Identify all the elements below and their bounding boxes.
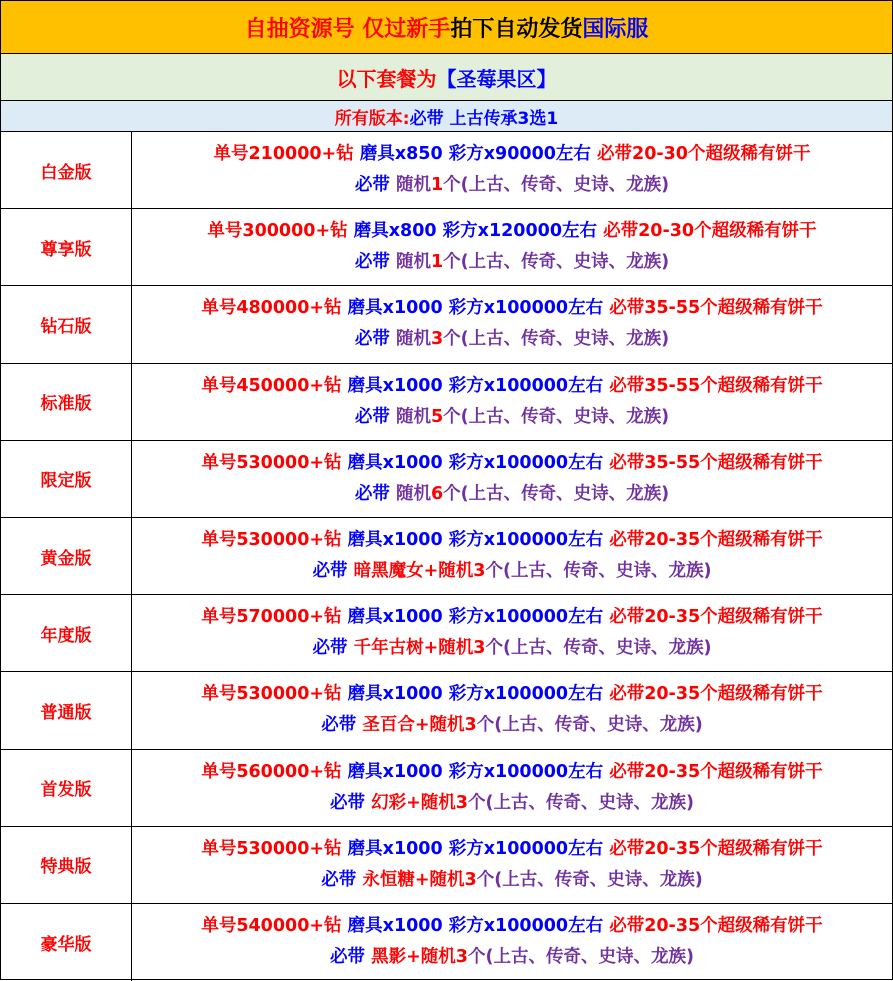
must-label: 必带 (354, 483, 390, 504)
package-detail (132, 364, 892, 440)
special-cookie: 永恒糖 (362, 869, 415, 890)
package-name: 豪华版 (1, 904, 132, 981)
account-diamonds: 单号210000+钻 (213, 144, 354, 165)
table-row (1, 518, 892, 595)
special-cookie: 千年古树 (353, 638, 424, 659)
package-name: 首发版 (1, 750, 132, 826)
package-detail (132, 827, 892, 903)
package-line-1 (214, 141, 811, 168)
package-line-2 (355, 481, 669, 508)
grinder-count: 磨具x1000 (347, 916, 443, 937)
package-line-1 (201, 295, 822, 322)
recipe-count: 彩方x120000左右 (442, 221, 598, 242)
random-label: +随机 (414, 869, 465, 890)
package-detail (132, 518, 892, 594)
package-detail (132, 672, 892, 748)
package-name: 尊享版 (1, 209, 132, 285)
must-label: 必带 (354, 329, 390, 350)
account-diamonds: 单号480000+钻 (201, 298, 342, 319)
table-row (1, 209, 892, 286)
recipe-count: 彩方x100000左右 (448, 916, 604, 937)
random-label: 随机 (395, 329, 431, 350)
title-part-2: 拍下自动发货 (450, 16, 583, 42)
random-count: 3 (455, 792, 468, 813)
table-row (1, 364, 892, 441)
random-count: 1 (430, 175, 444, 196)
must-label: 必带 (330, 947, 366, 968)
all-versions-banner (1, 101, 892, 132)
guarantee-cookies: 必带20-35个超级稀有饼干 (609, 916, 823, 937)
must-label: 必带 (312, 561, 348, 582)
guarantee-cookies: 必带35-55个超级稀有饼干 (609, 452, 823, 473)
grinder-count: 磨具x1000 (347, 452, 443, 473)
guarantee-cookies: 必带20-35个超级稀有饼干 (609, 530, 823, 551)
rarity-list: 个(上古、传奇、史诗、龙族) (467, 947, 694, 968)
table-row (1, 441, 892, 518)
account-diamonds: 单号530000+钻 (201, 684, 342, 705)
table-row (1, 595, 892, 672)
package-line-1 (201, 913, 822, 940)
package-line-2 (355, 404, 669, 431)
account-diamonds: 单号560000+钻 (201, 761, 342, 782)
grinder-count: 磨具x1000 (347, 761, 443, 782)
recipe-count: 彩方x100000左右 (448, 298, 604, 319)
rarity-list: 个(上古、传奇、史诗、龙族) (476, 869, 703, 890)
package-name: 钻石版 (1, 286, 132, 362)
recipe-count: 彩方x100000左右 (448, 452, 604, 473)
must-label: 必带 (354, 175, 390, 196)
recipe-count: 彩方x100000左右 (448, 838, 604, 859)
guarantee-cookies: 必带20-30个超级稀有饼干 (603, 221, 817, 242)
package-line-1 (201, 373, 822, 400)
package-name: 年度版 (1, 595, 132, 671)
package-line-2 (355, 172, 669, 199)
guarantee-cookies: 必带20-35个超级稀有饼干 (609, 761, 823, 782)
grinder-count: 磨具x1000 (347, 607, 443, 628)
must-label: 必带 (321, 869, 357, 890)
guarantee-cookies: 必带35-55个超级稀有饼干 (609, 298, 823, 319)
random-count: 3 (430, 329, 444, 350)
random-label: 随机 (395, 406, 431, 427)
package-line-1 (201, 681, 822, 708)
account-diamonds: 单号530000+钻 (201, 838, 342, 859)
account-diamonds: 单号530000+钻 (201, 530, 342, 551)
grinder-count: 磨具x1000 (347, 684, 443, 705)
package-line-2 (355, 326, 669, 353)
random-label: 随机 (395, 175, 431, 196)
all-versions-text: 必带 上古传承3选1 (409, 108, 559, 129)
package-line-2 (330, 944, 694, 971)
recipe-count: 彩方x100000左右 (448, 684, 604, 705)
random-count: 3 (473, 561, 486, 582)
grinder-count: 磨具x1000 (347, 838, 443, 859)
random-label: +随机 (406, 792, 456, 813)
package-detail (132, 750, 892, 826)
random-count: 3 (455, 947, 468, 968)
must-label: 必带 (354, 406, 390, 427)
package-line-1 (201, 759, 822, 786)
recipe-count: 彩方x90000左右 (448, 144, 591, 165)
random-count: 1 (430, 252, 444, 273)
package-line-2 (321, 712, 702, 739)
must-label: 必带 (354, 252, 390, 273)
special-cookie: 幻彩 (371, 792, 407, 813)
package-name: 标准版 (1, 364, 132, 440)
table-row (1, 286, 892, 363)
guarantee-cookies: 必带35-55个超级稀有饼干 (609, 375, 823, 396)
special-cookie: 暗黑魔女 (353, 561, 424, 582)
package-line-2 (313, 635, 712, 662)
recipe-count: 彩方x100000左右 (448, 375, 604, 396)
special-cookie: 圣百合 (362, 715, 415, 736)
account-diamonds: 单号530000+钻 (201, 452, 342, 473)
random-label: +随机 (406, 947, 456, 968)
must-label: 必带 (312, 638, 348, 659)
random-label: +随机 (423, 638, 474, 659)
title-banner (1, 1, 892, 54)
random-label: 随机 (395, 252, 431, 273)
package-name: 特典版 (1, 827, 132, 903)
server-banner (1, 54, 892, 101)
package-line-1 (201, 450, 822, 477)
recipe-count: 彩方x100000左右 (448, 607, 604, 628)
special-cookie: 黑影 (371, 947, 407, 968)
random-count: 5 (430, 406, 444, 427)
account-diamonds: 单号540000+钻 (201, 916, 342, 937)
rarity-list: 个(上古、传奇、史诗、龙族) (443, 483, 670, 504)
package-line-2 (355, 249, 669, 276)
package-name: 黄金版 (1, 518, 132, 594)
package-table (1, 132, 892, 981)
rarity-list: 个(上古、传奇、史诗、龙族) (443, 252, 670, 273)
rarity-list: 个(上古、传奇、史诗、龙族) (467, 792, 694, 813)
table-row (1, 904, 892, 981)
grinder-count: 磨具x800 (353, 221, 437, 242)
package-detail (132, 904, 892, 981)
rarity-list: 个(上古、传奇、史诗、龙族) (485, 561, 712, 582)
account-diamonds: 单号300000+钻 (207, 221, 348, 242)
package-detail (132, 132, 892, 208)
guarantee-cookies: 必带20-35个超级稀有饼干 (609, 684, 823, 705)
rarity-list: 个(上古、传奇、史诗、龙族) (443, 175, 670, 196)
title-part-3: 国际服 (582, 16, 649, 42)
table-row (1, 827, 892, 904)
package-name: 限定版 (1, 441, 132, 517)
package-name: 白金版 (1, 132, 132, 208)
grinder-count: 磨具x1000 (347, 375, 443, 396)
package-detail (132, 286, 892, 362)
account-diamonds: 单号570000+钻 (201, 607, 342, 628)
rarity-list: 个(上古、传奇、史诗、龙族) (443, 406, 670, 427)
package-line-2 (321, 867, 702, 894)
guarantee-cookies: 必带20-35个超级稀有饼干 (609, 838, 823, 859)
table-row (1, 750, 892, 827)
package-line-1 (201, 604, 822, 631)
random-count: 6 (430, 483, 444, 504)
all-versions-label: 所有版本: (334, 108, 410, 129)
package-line-1 (207, 218, 816, 245)
must-label: 必带 (330, 792, 366, 813)
rarity-list: 个(上古、传奇、史诗、龙族) (476, 715, 703, 736)
package-line-1 (201, 527, 822, 554)
server-name: 【圣莓果区】 (436, 66, 557, 91)
guarantee-cookies: 必带20-35个超级稀有饼干 (609, 607, 823, 628)
random-count: 3 (464, 869, 477, 890)
package-detail (132, 595, 892, 671)
random-label: +随机 (414, 715, 465, 736)
package-line-2 (330, 790, 694, 817)
package-detail (132, 209, 892, 285)
package-name: 普通版 (1, 672, 132, 748)
table-row (1, 672, 892, 749)
random-label: 随机 (395, 483, 431, 504)
random-count: 3 (464, 715, 477, 736)
title-part-1: 自抽资源号 仅过新手 (244, 16, 451, 42)
grinder-count: 磨具x1000 (347, 530, 443, 551)
package-line-2 (313, 558, 712, 585)
must-label: 必带 (321, 715, 357, 736)
account-diamonds: 单号450000+钻 (201, 375, 342, 396)
server-prefix: 以下套餐为 (336, 66, 437, 91)
random-label: +随机 (423, 561, 474, 582)
rarity-list: 个(上古、传奇、史诗、龙族) (443, 329, 670, 350)
random-count: 3 (473, 638, 486, 659)
guarantee-cookies: 必带20-30个超级稀有饼干 (597, 144, 811, 165)
package-line-1 (201, 836, 822, 863)
package-detail (132, 441, 892, 517)
grinder-count: 磨具x850 (359, 144, 443, 165)
recipe-count: 彩方x100000左右 (448, 530, 604, 551)
grinder-count: 磨具x1000 (347, 298, 443, 319)
recipe-count: 彩方x100000左右 (448, 761, 604, 782)
table-row (1, 132, 892, 209)
rarity-list: 个(上古、传奇、史诗、龙族) (485, 638, 712, 659)
